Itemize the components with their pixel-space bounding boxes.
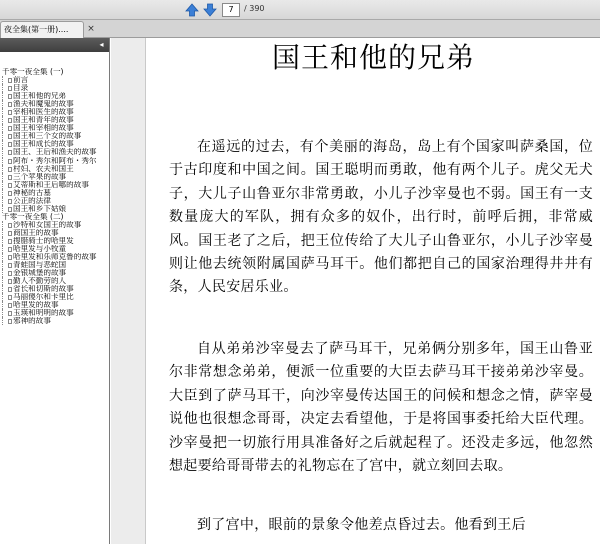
bookmark-item[interactable] [0,317,109,325]
bookmark-label: 目录 [13,84,29,93]
bookmark-item[interactable] [0,197,109,205]
bookmark-item[interactable] [0,173,109,181]
page-number-input[interactable]: 7 [222,3,240,17]
bookmark-label: 国王和成长的故事 [13,140,74,149]
bookmark-label: 商国王的故事 [13,228,59,237]
document-page [145,38,600,544]
bookmark-label: 村妇、农夫和国王 [13,164,74,173]
bookmark-label: 国王和乡下姑娘 [13,204,67,213]
page-icon [8,319,12,324]
bookmark-label: 公正的法律 [13,196,51,205]
page-total: / 390 [244,4,265,13]
page-icon [8,271,12,276]
tab-document[interactable]: 夜全集(第一册).... [0,21,84,38]
page-icon [8,118,12,123]
bookmark-item[interactable] [0,285,109,293]
page-icon [8,86,12,91]
page-icon [8,255,12,260]
bookmark-item[interactable] [0,205,109,213]
bookmark-label: 国王和他的兄弟 [13,92,67,101]
bookmark-item[interactable] [0,108,109,116]
bookmark-label: 勤人不勤劳的人 [13,277,67,286]
collapse-icon[interactable]: ◂ [99,40,104,49]
bookmark-item[interactable] [0,165,109,173]
bookmark-item[interactable] [0,245,109,253]
bookmark-label: 国王和青年的故事 [13,116,74,125]
page-icon [8,142,12,147]
bookmark-label: 渔夫和魔鬼的故事 [13,100,74,109]
page-icon [8,207,12,212]
bookmark-item[interactable] [0,92,109,100]
bookmark-item[interactable] [0,261,109,269]
bookmark-item[interactable] [0,253,109,261]
bookmark-item[interactable] [0,84,109,92]
page-icon [8,223,12,228]
page-icon [8,150,12,155]
bookmark-item[interactable] [0,148,109,156]
bookmark-label: 国王、王后和渔夫的故事 [13,148,97,157]
page-icon [8,239,12,244]
bookmark-label: 宰相和医生的故事 [13,108,74,117]
bookmark-item[interactable] [0,124,109,132]
page-icon [8,279,12,284]
bookmark-label: 前言 [13,76,29,85]
bookmark-label: 哈里发和乐师克鲁的故事 [13,253,97,262]
tab-strip [0,20,600,38]
page-icon [8,102,12,107]
page-icon [8,303,12,308]
bookmark-item[interactable] [0,309,109,317]
bookmark-item[interactable] [0,301,109,309]
bookmark-item[interactable] [0,237,109,245]
page-icon [8,134,12,139]
bookmark-item[interactable] [0,181,109,189]
bookmark-label: 千零一夜全集 (一) [2,68,64,76]
page-icon [8,231,12,236]
bookmark-item[interactable] [0,221,109,229]
bookmark-label: 阿布・秀尔和阿布・秀尔 [13,156,97,165]
page-icon [8,287,12,292]
arrow-up-icon[interactable] [184,2,200,18]
bookmark-label: 邪神的故事 [13,317,51,326]
toolbar [0,0,600,20]
bookmark-label: 哈里发与小牧童 [13,245,67,254]
paragraph-3: 到了宫中，眼前的景象令他差点昏过去。他看到王后 [197,517,526,533]
page-icon [8,78,12,83]
bookmark-item[interactable] [0,116,109,124]
bookmark-label: 三个苹果的故事 [13,172,67,181]
bookmark-label: 马丽傻尔和卡里比 [13,293,74,302]
page-icon [8,199,12,204]
bookmark-label: 哈里发的故事 [13,301,59,310]
bookmark-label: 国王和宰相的故事 [13,124,74,133]
arrow-down-icon[interactable] [202,2,218,18]
close-icon[interactable]: × [87,24,95,34]
bookmark-label: 国王和三个女的故事 [13,132,82,141]
page-icon [8,126,12,131]
bookmark-label: 玉瑛和明明的故事 [13,309,74,318]
bookmark-label: 神秘的古墓 [13,188,51,197]
chapter-title: 国王和他的兄弟 [271,41,475,74]
page-icon [8,311,12,316]
bookmark-item[interactable] [0,132,109,140]
bookmark-item[interactable] [0,269,109,277]
bookmark-label: 沙特和女国王的故事 [13,220,82,229]
bookmark-label: 千零一夜全集 (二) [2,212,64,221]
bookmark-label: 艾蒂斯和王后哪的故事 [13,180,89,189]
bookmark-tree [0,52,109,326]
bookmark-label: 搜腊骑士的哈里发 [13,236,74,245]
page-icon [8,191,12,196]
page-icon [8,263,12,268]
page-icon [8,183,12,188]
bookmark-label: 省长和切斯的故事 [13,285,74,294]
bookmark-item[interactable] [0,277,109,285]
paragraph-1: 在遥远的过去，有个美丽的海岛，岛上有个国家叫萨桑国，位于古印度和中国之间。国王聪明而勇敢，他有两个儿子。虎父无犬子，大儿子山鲁亚尔非常勇敢，小儿子沙宰曼也不弱。国王有一支数量庞大的军队，拥有众多的奴仆，出行时，前呼后拥，非常威风。国王老了之后，把王位传给了大儿子山鲁亚尔，小儿子沙宰曼则让他去统领附属国萨马耳干。他们都把自己的国家治理得井井有条，人民安居乐业。 [169,139,593,296]
bookmark-label: 青蛙国与恶蛇国 [13,261,67,270]
bookmark-item[interactable] [0,100,109,108]
bookmark-item[interactable] [0,76,109,84]
bookmark-item[interactable] [0,157,109,165]
bookmark-label: 金银城堡的故事 [13,269,67,278]
sidebar-header [0,38,109,52]
bookmark-item[interactable] [0,140,109,148]
bookmark-item[interactable] [0,229,109,237]
page-icon [8,94,12,99]
bookmark-item[interactable] [0,293,109,301]
page-icon [8,175,12,180]
bookmark-group[interactable] [0,68,109,76]
page-icon [8,159,12,164]
page-icon [8,110,12,115]
paragraph-2: 自从弟弟沙宰曼去了萨马耳干，兄弟俩分别多年，国王山鲁亚尔非常想念弟弟，便派一位重要的大臣去萨马耳干接弟弟沙宰曼。大臣到了萨马耳干，向沙宰曼传达国王的问候和想念之情，萨宰曼说他也很想念哥哥，决定去看望他，于是将国事委托给大臣代理。沙宰曼把一切旅行用具准备好之后就起程了。还没走多远，他忽然想起要给哥哥带去的礼物忘在了宫中，就立刻回去取。 [169,341,593,475]
page-icon [8,247,12,252]
bookmark-item[interactable] [0,189,109,197]
bookmark-group[interactable] [0,213,109,221]
bookmark-sidebar [0,38,110,544]
page-icon [8,167,12,172]
page-icon [8,295,12,300]
